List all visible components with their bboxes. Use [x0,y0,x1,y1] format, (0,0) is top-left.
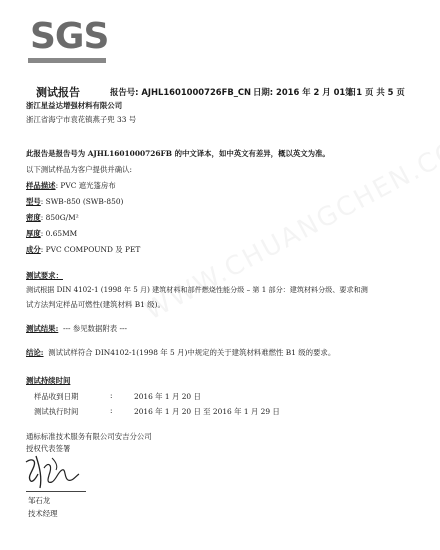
requirement-text-2: 试方法判定样品可燃性(建筑材料 B1 级)。 [26,300,165,309]
received-label: 样品收到日期 [34,392,79,401]
performed-label: 测试执行时间 [34,407,79,416]
signoff-company: 通标标准技术服务有限公司安吉分公司 [26,432,152,441]
signoff-authorized: 授权代表签署 [26,444,71,453]
sample-density [26,212,79,223]
performed-colon: : [110,406,113,415]
handwritten-signature [22,448,82,494]
performed-value: 2016 年 1 月 20 日 至 2016 年 1 月 29 日 [134,407,280,416]
sample-composition [26,244,140,255]
test-result [26,323,127,334]
conclusion-text: 测试试样符合 DIN4102-1(1998 年 5 月)中规定的关于建筑材料难燃性 B1 级的要求。 [48,348,336,357]
sample-note: 以下测试样品为客户提供并确认: [26,165,132,174]
sample-thickness [26,228,77,239]
sample-description [26,180,116,191]
signatory-title: 技术经理 [28,509,58,518]
signature-line [26,491,86,492]
sample-model [26,196,123,207]
sample-thickness-value: : 0.65MM [40,229,78,238]
conclusion [26,347,335,358]
client-name: 浙江星益达增强材料有限公司 [26,101,123,110]
sample-thickness-label: 厚度 [26,229,41,238]
sample-composition-label: 成分 [26,245,41,254]
received-value: 2016 年 1 月 20 日 [134,392,201,401]
logo-underline [28,58,106,63]
sample-model-label: 型号 [26,197,41,206]
conclusion-label: 结论: [26,348,44,357]
result-text: --- 参见数据附表 --- [63,324,128,333]
signatory-name: 邹石龙 [28,496,51,505]
received-colon: : [110,391,113,400]
sample-model-value: : SWB-850 (SWB-850) [40,197,124,206]
client-address: 浙江省海宁市袁花镇燕子兜 33 号 [26,115,137,124]
page-indicator: 第 1 页 共 5 页 [345,87,405,97]
sample-density-label: 密度 [26,213,41,222]
sample-density-value: : 850G/M² [40,213,79,222]
report-number: 报告号: AJHL1601000726FB_CN [110,87,252,97]
requirement-text-1: 测试根据 DIN 4102-1 (1998 年 5 月) 建筑材料和部件燃烧性能分级 – 第 1 部分：建筑材料分级、要求和测 [26,285,368,294]
requirement-heading: 测试要求： [26,271,63,280]
sample-description-value: : PVC 遮光篷房布 [55,181,116,190]
sgs-logo: SGS [30,16,109,57]
report-title: 测试报告 [36,86,80,99]
translation-note: 此报告是报告号为 AJHL1601000726FB 的中文译本，如中英文有差异，概以英文为准。 [26,149,330,158]
report-date: 日期: 2016 年 2 月 01 日 [253,87,357,97]
result-heading: 测试结果: [26,324,59,333]
duration-heading: 测试持续时间 [26,376,71,385]
sample-description-label: 样品描述 [26,181,56,190]
sample-composition-value: : PVC COMPOUND 及 PET [40,245,141,254]
